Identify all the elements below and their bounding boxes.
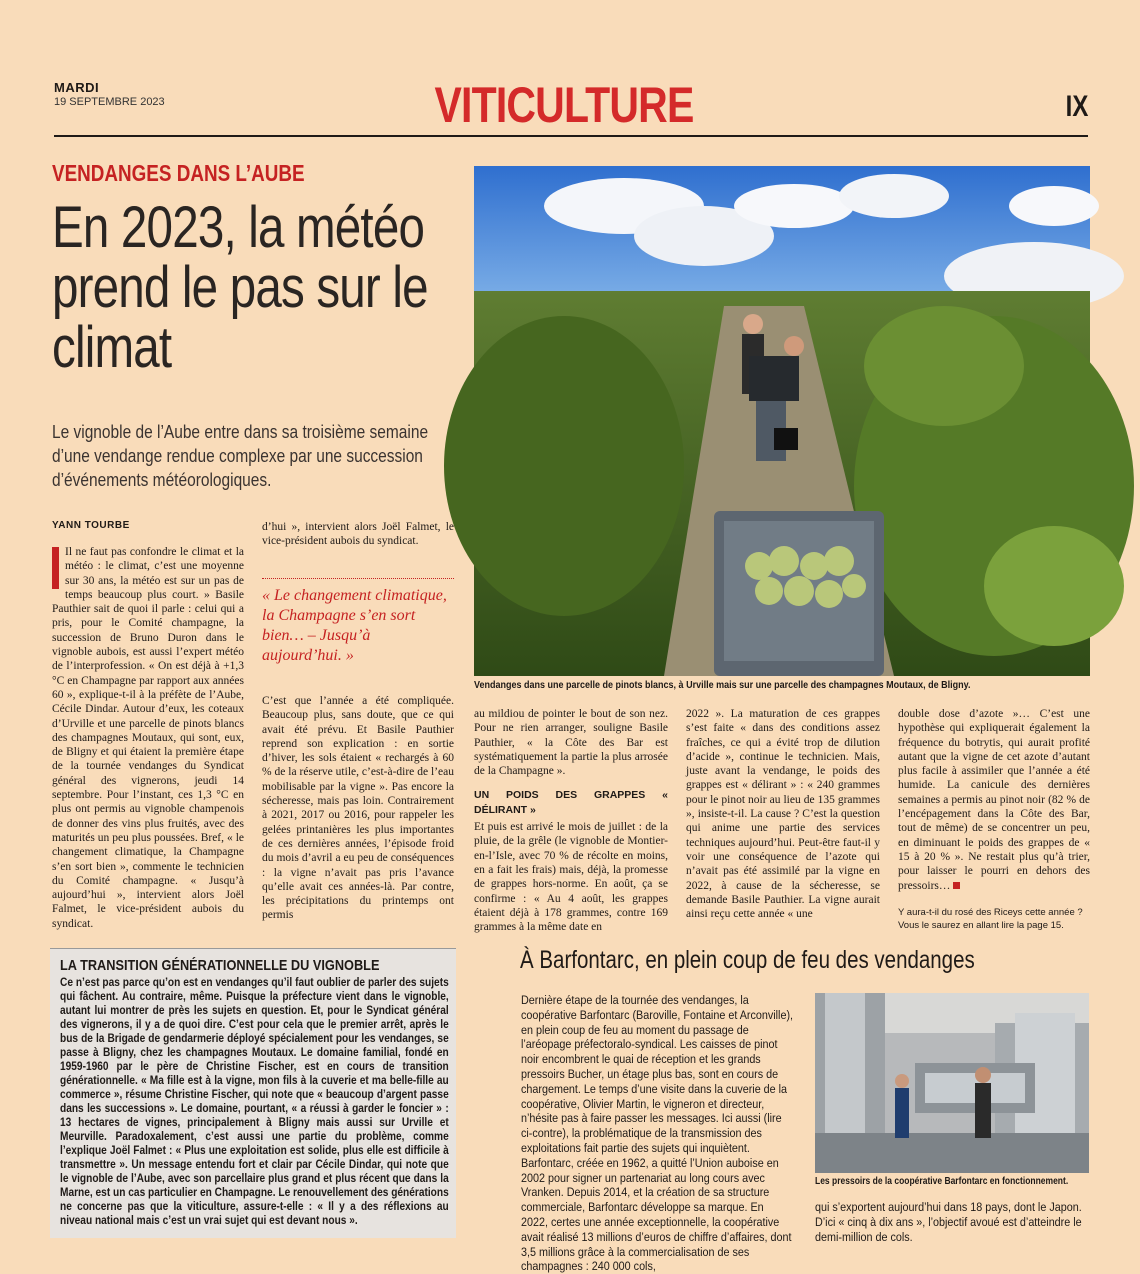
column-3-text-a: au mildiou de pointer le bout de son nez. Pour ne rien arranger, souligne Basile Pauthier, « la Côte des Bar est systématiquement la partie la plus arrosée de la Champagne ». bbox=[474, 708, 668, 778]
pressoirs-caption: Les pressoirs de la coopérative Barfontarc en fonctionnement. bbox=[815, 1176, 1069, 1187]
secondary-article-text-end: qui s’exportent aujourd’hui dans 18 pays, dont le Japon. D’ici « cinq à dix ans », l’objectif avoué est d’atteindre le demi-million de cols. bbox=[815, 1200, 1082, 1244]
box-title: LA TRANSITION GÉNÉRATIONNELLE DU VIGNOBLE bbox=[60, 957, 380, 974]
article-standfirst: Le vignoble de l’Aube entre dans sa troisième semaine d’une vendange rendue complexe par une succession d’événements météorologiques. bbox=[52, 422, 429, 490]
end-mark bbox=[953, 882, 960, 889]
column-1-text: Il ne faut pas confondre le climat et la météo : le climat, c’est une moyenne sur 30 ans, la météo est sur un pas de temps beaucoup plus court. » Basile Pauthier sait de quoi il parle : celui qui a pris, pour le Comité champagne, la succession de Bruno Duron dans le vignoble aubois, est aussi l’expert météo de l’interprofession. « On est déjà à +1,3 °C en Champagne par rapport aux années 60 », explique-t-il à la préfète de l’Aube, Cécile Dindar. Autour d’eux, les coteaux d’Urville et une parcelle de pinots blancs des champagnes Moutaux, qui sont, eux, de Bligny et qui étaient la première étape de la tournée vendanges du Syndicat général des vignerons, jeudi 14 septembre. Pour l’instant, ces 1,3 °C en plus ont permis au vignoble champenois de donner des vins plus fruités, avec des maturités un peu plus poussées. Bref, « le changement climatique, la Champagne s’en sort bien », commente le technicien du Comité champagne. « Jusqu’à aujourd’hui », intervient alors Joël Falmet, le vice-président aubois du syndicat. bbox=[52, 546, 244, 930]
article-kicker: VENDANGES DANS L’AUBE bbox=[52, 160, 305, 186]
article-footnote: Y aura-t-il du rosé des Riceys cette année ? Vous le saurez en allant lire la page 15. bbox=[898, 907, 1083, 931]
article-headline: En 2023, la météo prend le pas sur le climat bbox=[52, 195, 428, 380]
article-column-2: C’est que l’année a été compliquée. Beaucoup plus, sans doute, que ce qui avait été prévu. Et Basile Pauthier reprend son explication : en sortie d’hiver, les sols étaient « rechargés à 60 % de la réserve utile, c’est-à-dire de l’eau mobilisable par la vigne ». Pas encore la sécheresse, mais pas loin. Contrairement à 2021, 2017 ou 2016, pour rappeler les gelées printanières les plus importantes de ces dernières années, l’épisode froid du mois d’avril a eu peu de conséquences : la vigne n’avait pas pris l’avance qu’elle avait ces années-là. Par contre, les précipitations du printemps ont permis bbox=[262, 695, 454, 922]
pressoirs-photo-illustration bbox=[815, 993, 1089, 1173]
pull-quote-rule bbox=[262, 578, 454, 579]
vineyard-photo-illustration bbox=[474, 166, 1090, 676]
article-subhead: UN POIDS DES GRAPPES « DÉLIRANT » bbox=[474, 789, 668, 816]
article-byline: YANN TOURBE bbox=[52, 520, 130, 531]
vineyard-photo bbox=[474, 166, 1090, 676]
secondary-headline: À Barfontarc, en plein coup de feu des vendanges bbox=[520, 946, 975, 974]
photo-caption: Vendanges dans une parcelle de pinots blancs, à Urville mais sur une parcelle des champagnes Moutaux, de Bligny. bbox=[474, 680, 971, 691]
box-text: Ce n’est pas parce qu’on est en vendanges qu’il faut oublier de parler des sujets qui fâchent. Au contraire, même. Puisque la préfecture vient dans le vignoble, autant lui montrer de près les sujets en question. Et, pour le Syndicat général des vignerons, il y a de quoi dire. C’est pour cela que le premier arrêt, après le bus de la Brigade de gendarmerie déployé spécialement pour les vendanges, se passe à Bligny, chez les champagnes Moutaux. Le domaine familial, fondé en 1959-1960 par le père de Christine Fischer, est en cours de transition générationnelle. « Ma fille est à la vigne, mon fils à la cuverie et ma belle-fille au commerce », résume Christine Fischer, qui note que « beaucoup d’argent passe dans les successions ». Le domaine, pourtant, « a réussi à garder le foncier » : 13 hectares de vignes, principalement à Bligny mais aussi sur Urville et Meurville. Paradoxalement, c’est aussi une partie du problème, comme l’explique Joël Falmet : « Plus une exploitation est solide, plus elle est difficile à transmettre ». Un message entendu fort et clair par Cécile Dindar, qui note que le vignoble de l’Aube, avec son parcellaire plus grand et plus récent que dans la Marne, est un cas particulier en Champagne. Le renouvellement des générations ne concerne pas que la viticulture, assure-t-elle : « Il y a des réflexions au niveau national mais c’est un vrai sujet qui est devant nous ». bbox=[60, 975, 449, 1227]
article-column-4: 2022 ». La maturation de ces grappes s’est faite « dans des conditions assez fraîches, ce qui a évité trop de dilution d’acide », continue le technicien. Mais, juste avant la vendange, le poids des grappes est « délirant » : « 240 grammes pour le pinot noir au lieu de 135 grammes », insiste-t-il. La cause ? C’est la question qui anime une partie des services techniques aujourd’hui. Peut-être faut-il y voir une conséquence de l’azote qui n’avait pas été assimilé par la vigne en 2022, à cause de la sécheresse, se demande Basile Pauthier. La vigne aurait ainsi reçu cette année « une bbox=[686, 708, 880, 921]
header-day: MARDI bbox=[54, 80, 100, 95]
column-3-text-b: Et puis est arrivé le mois de juillet : de la pluie, de la grêle (le vignoble de Montier-en-l’Isle, avec 70 % de récolte en moins, en a fait les frais) mais, déjà, la promesse de grappes hors-norme. En août, ça se confirme : « Au 4 août, les grappes étaient déjà à 178 grammes, contre 169 grammes à la même date en bbox=[474, 821, 668, 934]
page-number: IX bbox=[1065, 90, 1088, 123]
pull-quote: « Le changement climatique, la Champagne s’en sort bien… – Jusqu’à aujourd’hui. » bbox=[262, 587, 447, 664]
article-column-1 bbox=[52, 545, 244, 935]
section-title: VITICULTURE bbox=[434, 77, 694, 133]
header-date: 19 SEPTEMBRE 2023 bbox=[54, 96, 165, 108]
column-5-text: double dose d’azote »… C’est une hypothèse qui expliquerait également la fréquence du botrytis, qui aurait profité autant que la vigne de cet azote d’autant plus facile à assimiler que l’année a été humide. La canicule des dernières semaines a permis au pinot noir (82 % de l’encépagement dans la Côte des Bar, tout de même) de se concentrer un peu, en diminuant le poids des grappes de « 15 à 20 % ». Ne restait plus qu’à trier, pour laisser le pourri en dehors des pressoirs… bbox=[898, 708, 1090, 892]
header-rule bbox=[54, 135, 1088, 137]
drop-cap-marker bbox=[52, 547, 59, 589]
secondary-article-text: Dernière étape de la tournée des vendanges, la coopérative Barfontarc (Baroville, Fontaine et Arconville), en plein coup de feu au moment du passage de l’aréopage préfectoralo-syndical. Les caisses de pinot noir encombrent le quai de réception et les grands pressoirs Bucher, un étage plus bas, sont en cours de chargement. Le temps d’une visite dans la cuverie de la coopérative, Olivier Martin, le vigneron et directeur, n’hésite pas à faire passer les messages. Ici aussi (lire ci-contre), la problématique de la transmission des exploitations fait partie des sujets qui inquiètent. Barfontarc, créée en 1962, a quitté l’Union auboise en 2002 pour signer un partenariat au long cours avec Vranken. Depuis 2014, et la création de sa structure commerciale, Barfontarc développe sa marque. En 2022, certes une année exceptionnelle, la coopérative avait réalisé 13 millions d’euros de chiffre d’affaires, dont 3,5 millions grâce à la commercialisation de ses champagnes : 240 000 cols, bbox=[521, 993, 794, 1274]
pressoirs-photo bbox=[815, 993, 1089, 1173]
article-column-3 bbox=[474, 707, 668, 939]
article-column-5 bbox=[898, 707, 1090, 902]
article-column-2-top: d’hui », intervient alors Joël Falmet, le vice-président aubois du syndicat. bbox=[262, 521, 454, 548]
